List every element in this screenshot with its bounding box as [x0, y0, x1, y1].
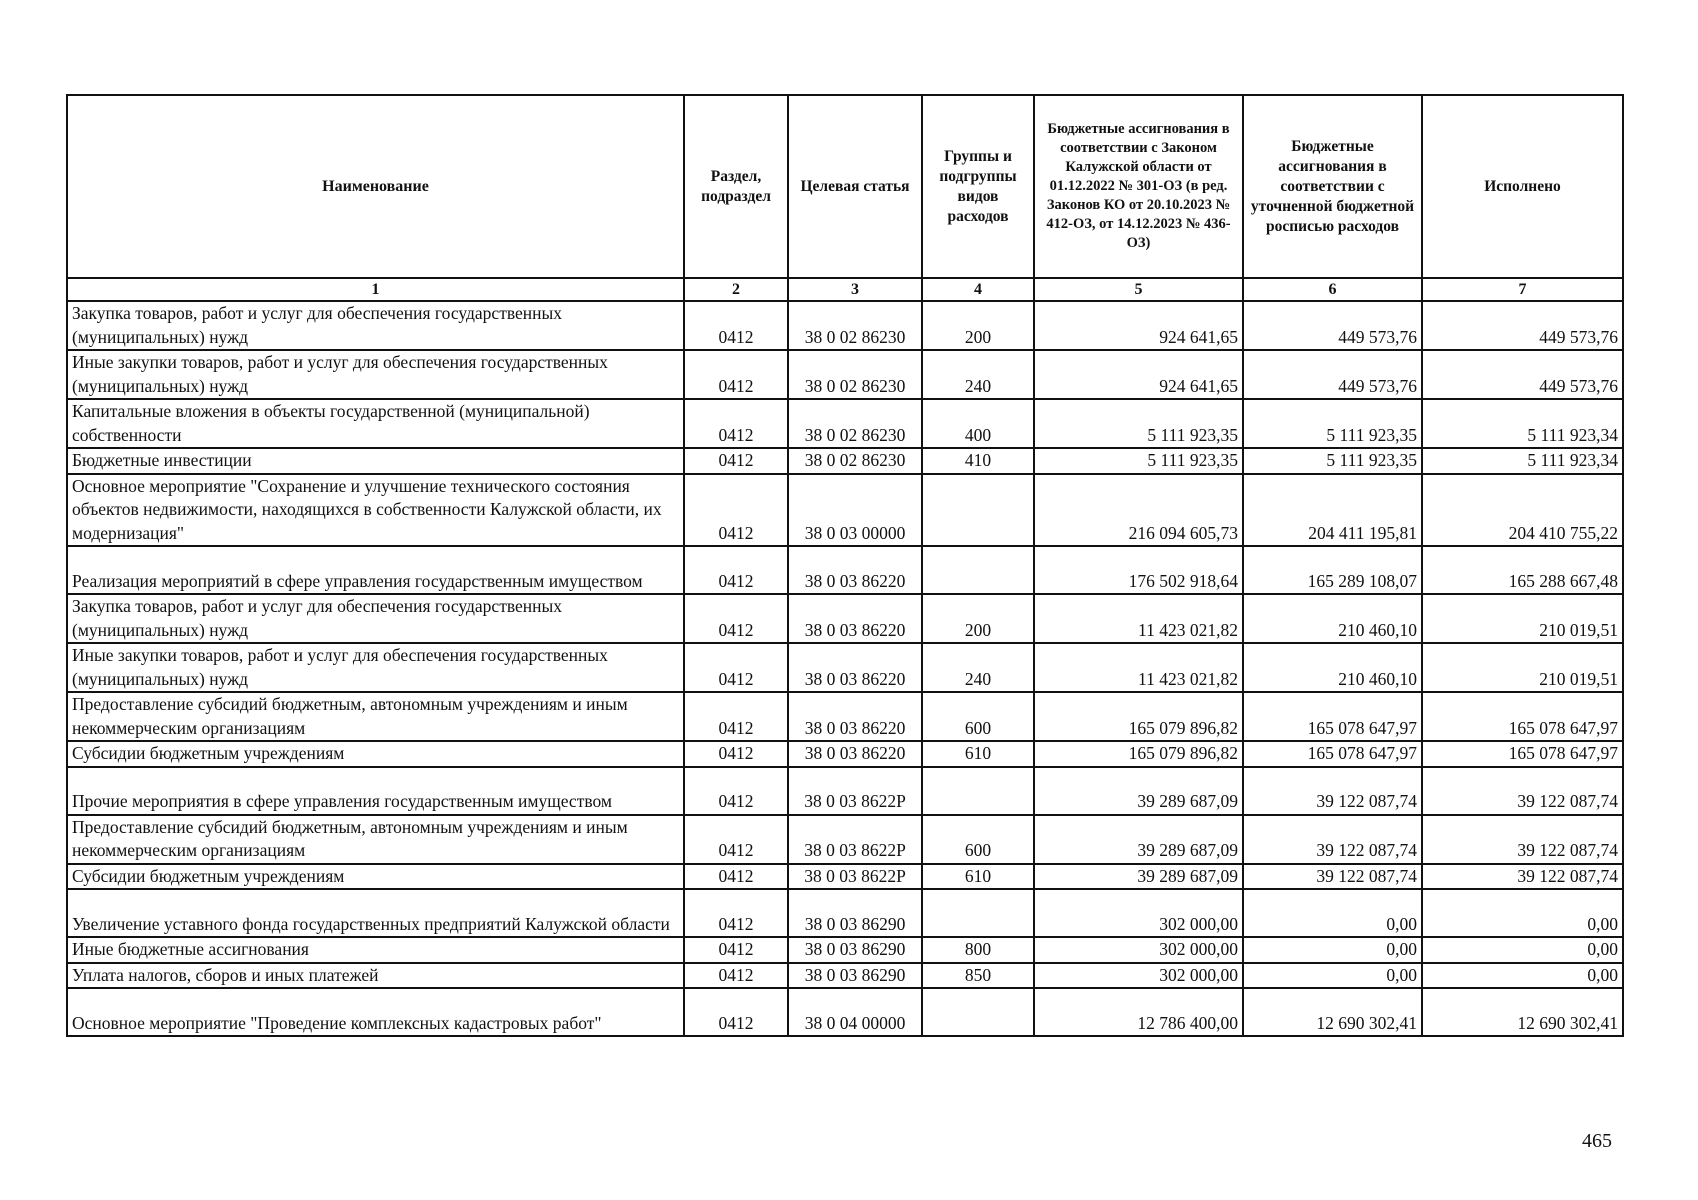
row-group — [922, 988, 1034, 1036]
row-executed-amount: 39 122 087,74 — [1422, 864, 1623, 890]
table-row — [67, 350, 1623, 399]
header-law-allocations: Бюджетные ассигнования в соответствии с Законом Калужской области от 01.12.2022 № 301-ОЗ (в ред. Законов КО от 20.10.2023 № 412-ОЗ, от 14.12.2023 № 436-ОЗ) — [1034, 95, 1243, 278]
row-target: 38 0 03 8622Р — [788, 767, 922, 815]
row-name: Уплата налогов, сборов и иных платежей — [67, 963, 684, 989]
row-refined-amount: 39 122 087,74 — [1243, 815, 1422, 864]
row-executed-amount: 0,00 — [1422, 963, 1623, 989]
table-body — [67, 301, 1623, 1036]
row-section: 0412 — [684, 474, 788, 547]
row-section: 0412 — [684, 937, 788, 963]
header-row — [67, 95, 1623, 278]
row-section: 0412 — [684, 864, 788, 890]
row-target: 38 0 03 86220 — [788, 594, 922, 643]
row-section: 0412 — [684, 301, 788, 350]
row-refined-amount: 39 122 087,74 — [1243, 864, 1422, 890]
row-name: Субсидии бюджетным учреждениям — [67, 741, 684, 767]
row-refined-amount: 39 122 087,74 — [1243, 767, 1422, 815]
row-group: 850 — [922, 963, 1034, 989]
row-refined-amount: 0,00 — [1243, 963, 1422, 989]
table-row — [67, 864, 1623, 890]
page-number: 465 — [1582, 1130, 1612, 1152]
row-law-amount: 11 423 021,82 — [1034, 643, 1243, 692]
row-executed-amount: 12 690 302,41 — [1422, 988, 1623, 1036]
row-law-amount: 11 423 021,82 — [1034, 594, 1243, 643]
row-group: 600 — [922, 815, 1034, 864]
table-row — [67, 594, 1623, 643]
row-name: Прочие мероприятия в сфере управления государственным имуществом — [67, 767, 684, 815]
row-refined-amount: 449 573,76 — [1243, 301, 1422, 350]
row-section: 0412 — [684, 741, 788, 767]
row-name: Предоставление субсидий бюджетным, автономным учреждениям и иным некоммерческим организациям — [67, 815, 684, 864]
row-executed-amount: 165 078 647,97 — [1422, 741, 1623, 767]
row-group: 200 — [922, 594, 1034, 643]
row-executed-amount: 0,00 — [1422, 889, 1623, 937]
row-section: 0412 — [684, 399, 788, 448]
row-group: 400 — [922, 399, 1034, 448]
row-group: 600 — [922, 692, 1034, 741]
table-row — [67, 937, 1623, 963]
row-section: 0412 — [684, 988, 788, 1036]
row-section: 0412 — [684, 692, 788, 741]
row-target: 38 0 04 00000 — [788, 988, 922, 1036]
column-number: 6 — [1243, 278, 1422, 301]
budget-table — [66, 94, 1624, 1037]
column-number: 1 — [67, 278, 684, 301]
row-refined-amount: 5 111 923,35 — [1243, 399, 1422, 448]
row-law-amount: 176 502 918,64 — [1034, 546, 1243, 594]
row-name: Иные бюджетные ассигнования — [67, 937, 684, 963]
row-name: Закупка товаров, работ и услуг для обеспечения государственных (муниципальных) нужд — [67, 594, 684, 643]
row-law-amount: 302 000,00 — [1034, 937, 1243, 963]
row-refined-amount: 165 078 647,97 — [1243, 741, 1422, 767]
table-row — [67, 767, 1623, 815]
row-executed-amount: 165 288 667,48 — [1422, 546, 1623, 594]
row-section: 0412 — [684, 594, 788, 643]
column-number: 3 — [788, 278, 922, 301]
row-section: 0412 — [684, 889, 788, 937]
row-name: Иные закупки товаров, работ и услуг для обеспечения государственных (муниципальных) нужд — [67, 350, 684, 399]
row-refined-amount: 165 078 647,97 — [1243, 692, 1422, 741]
row-law-amount: 165 079 896,82 — [1034, 692, 1243, 741]
table-row — [67, 692, 1623, 741]
row-executed-amount: 210 019,51 — [1422, 594, 1623, 643]
header-groups: Группы и подгруппы видов расходов — [922, 95, 1034, 278]
row-executed-amount: 39 122 087,74 — [1422, 815, 1623, 864]
row-section: 0412 — [684, 815, 788, 864]
row-executed-amount: 5 111 923,34 — [1422, 448, 1623, 474]
row-name: Основное мероприятие "Сохранение и улучшение технического состояния объектов недвижимости, находящихся в собственности Калужской области, их модернизация" — [67, 474, 684, 547]
row-group — [922, 767, 1034, 815]
row-law-amount: 216 094 605,73 — [1034, 474, 1243, 547]
row-law-amount: 5 111 923,35 — [1034, 399, 1243, 448]
row-group: 200 — [922, 301, 1034, 350]
row-law-amount: 924 641,65 — [1034, 350, 1243, 399]
table-row — [67, 741, 1623, 767]
row-section: 0412 — [684, 546, 788, 594]
row-name: Предоставление субсидий бюджетным, автономным учреждениям и иным некоммерческим организациям — [67, 692, 684, 741]
row-target: 38 0 03 86220 — [788, 643, 922, 692]
row-name: Бюджетные инвестиции — [67, 448, 684, 474]
row-refined-amount: 165 289 108,07 — [1243, 546, 1422, 594]
table-row — [67, 889, 1623, 937]
table-row — [67, 448, 1623, 474]
row-law-amount: 302 000,00 — [1034, 963, 1243, 989]
row-target: 38 0 03 86290 — [788, 963, 922, 989]
row-target: 38 0 03 86220 — [788, 546, 922, 594]
row-refined-amount: 12 690 302,41 — [1243, 988, 1422, 1036]
row-section: 0412 — [684, 767, 788, 815]
row-law-amount: 302 000,00 — [1034, 889, 1243, 937]
column-number-row — [67, 278, 1623, 301]
row-name: Закупка товаров, работ и услуг для обеспечения государственных (муниципальных) нужд — [67, 301, 684, 350]
row-group: 410 — [922, 448, 1034, 474]
table-row — [67, 474, 1623, 547]
row-name: Реализация мероприятий в сфере управления государственным имуществом — [67, 546, 684, 594]
row-target: 38 0 03 8622Р — [788, 864, 922, 890]
row-refined-amount: 210 460,10 — [1243, 594, 1422, 643]
row-target: 38 0 03 8622Р — [788, 815, 922, 864]
column-number: 2 — [684, 278, 788, 301]
row-target: 38 0 03 86220 — [788, 692, 922, 741]
row-refined-amount: 0,00 — [1243, 937, 1422, 963]
header-refined-allocations: Бюджетные ассигнования в соответствии с уточненной бюджетной росписью расходов — [1243, 95, 1422, 278]
table-row — [67, 301, 1623, 350]
row-group: 800 — [922, 937, 1034, 963]
table-row — [67, 963, 1623, 989]
row-section: 0412 — [684, 643, 788, 692]
row-law-amount: 39 289 687,09 — [1034, 767, 1243, 815]
row-name: Увеличение уставного фонда государственных предприятий Калужской области — [67, 889, 684, 937]
row-target: 38 0 03 00000 — [788, 474, 922, 547]
header-name: Наименование — [67, 95, 684, 278]
row-executed-amount: 0,00 — [1422, 937, 1623, 963]
row-target: 38 0 02 86230 — [788, 350, 922, 399]
row-target: 38 0 02 86230 — [788, 448, 922, 474]
row-executed-amount: 449 573,76 — [1422, 350, 1623, 399]
row-section: 0412 — [684, 448, 788, 474]
row-group: 240 — [922, 643, 1034, 692]
table-row — [67, 815, 1623, 864]
row-law-amount: 39 289 687,09 — [1034, 864, 1243, 890]
row-target: 38 0 02 86230 — [788, 399, 922, 448]
row-law-amount: 924 641,65 — [1034, 301, 1243, 350]
row-law-amount: 5 111 923,35 — [1034, 448, 1243, 474]
row-law-amount: 12 786 400,00 — [1034, 988, 1243, 1036]
row-law-amount: 165 079 896,82 — [1034, 741, 1243, 767]
row-refined-amount: 5 111 923,35 — [1243, 448, 1422, 474]
row-section: 0412 — [684, 350, 788, 399]
row-executed-amount: 5 111 923,34 — [1422, 399, 1623, 448]
row-refined-amount: 0,00 — [1243, 889, 1422, 937]
row-name: Капитальные вложения в объекты государственной (муниципальной) собственности — [67, 399, 684, 448]
header-section: Раздел, подраздел — [684, 95, 788, 278]
table-row — [67, 643, 1623, 692]
column-number: 4 — [922, 278, 1034, 301]
row-group: 240 — [922, 350, 1034, 399]
table-row — [67, 988, 1623, 1036]
row-name: Основное мероприятие "Проведение комплексных кадастровых работ" — [67, 988, 684, 1036]
row-target: 38 0 03 86220 — [788, 741, 922, 767]
header-executed: Исполнено — [1422, 95, 1623, 278]
row-group — [922, 546, 1034, 594]
row-section: 0412 — [684, 963, 788, 989]
row-refined-amount: 449 573,76 — [1243, 350, 1422, 399]
row-target: 38 0 02 86230 — [788, 301, 922, 350]
row-refined-amount: 204 411 195,81 — [1243, 474, 1422, 547]
table-row — [67, 546, 1623, 594]
row-group — [922, 474, 1034, 547]
column-number: 7 — [1422, 278, 1623, 301]
row-name: Иные закупки товаров, работ и услуг для обеспечения государственных (муниципальных) нужд — [67, 643, 684, 692]
row-executed-amount: 449 573,76 — [1422, 301, 1623, 350]
row-executed-amount: 39 122 087,74 — [1422, 767, 1623, 815]
row-executed-amount: 165 078 647,97 — [1422, 692, 1623, 741]
row-group — [922, 889, 1034, 937]
row-refined-amount: 210 460,10 — [1243, 643, 1422, 692]
row-target: 38 0 03 86290 — [788, 937, 922, 963]
row-name: Субсидии бюджетным учреждениям — [67, 864, 684, 890]
row-group: 610 — [922, 864, 1034, 890]
row-executed-amount: 204 410 755,22 — [1422, 474, 1623, 547]
row-target: 38 0 03 86290 — [788, 889, 922, 937]
header-target: Целевая статья — [788, 95, 922, 278]
table-row — [67, 399, 1623, 448]
row-group: 610 — [922, 741, 1034, 767]
row-law-amount: 39 289 687,09 — [1034, 815, 1243, 864]
row-executed-amount: 210 019,51 — [1422, 643, 1623, 692]
column-number: 5 — [1034, 278, 1243, 301]
